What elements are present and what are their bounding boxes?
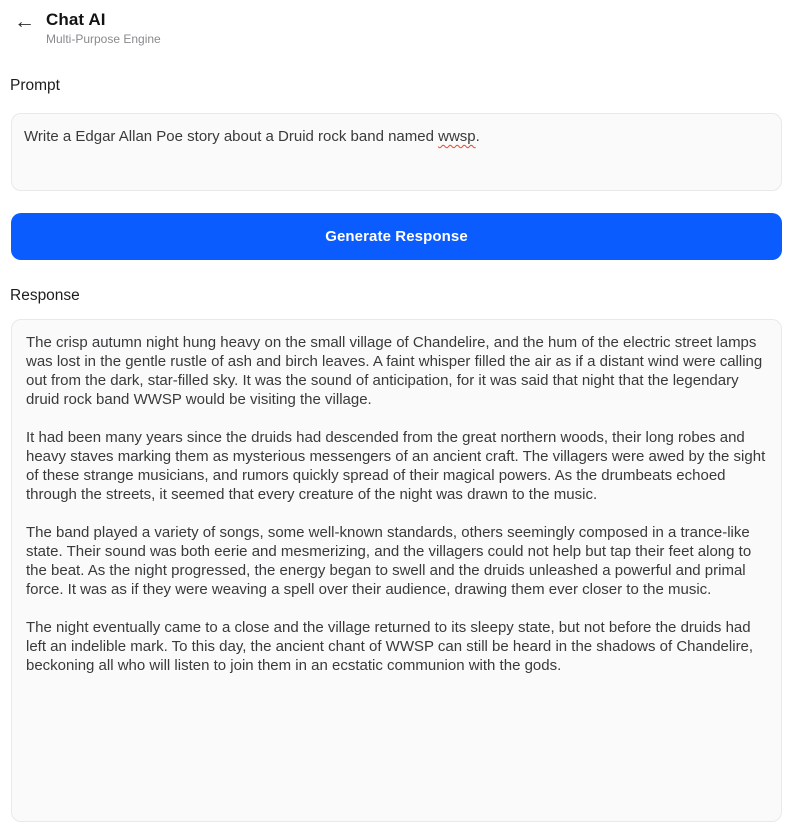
generate-response-button[interactable]: Generate Response <box>11 213 782 260</box>
back-button[interactable] <box>14 12 35 32</box>
misspelled-word: wwsp <box>438 128 476 145</box>
prompt-text-before: Write a Edgar Allan Poe story about a Druid rock band named <box>24 128 439 145</box>
response-paragraph: The band played a variety of songs, some well-known standards, others seemingly composed in a trance-like state. Their sound was both eerie and mesmerizing, and the villagers could not help but tap their feet along to the beat. As the night progressed, the energy began to swell and the druids unleashed a powerful and primal force. It was as if they were weaving a spell over their audience, drawing them ever closer to the music. <box>26 524 752 598</box>
page-title: Chat AI <box>46 10 106 29</box>
response-paragraph: The crisp autumn night hung heavy on the small village of Chandelire, and the hum of the electric street lamps was lost in the gentle rustle of ash and birch leaves. A faint whisper filled the air as if a distant wind were calling out from the dark, star-filled sky. It was the sound of anticipation, for it was said that night that the legendary druid rock band WWSP would be visiting the village. <box>26 334 763 408</box>
prompt-label: Prompt <box>10 77 60 94</box>
prompt-text <box>24 127 769 146</box>
response-label: Response <box>10 287 80 304</box>
header-text <box>46 10 161 46</box>
prompt-input[interactable] <box>11 113 782 191</box>
response-output <box>11 319 782 822</box>
back-arrow-icon: ← <box>14 10 35 33</box>
prompt-text-after: . <box>475 128 480 145</box>
response-paragraph: The night eventually came to a close and the village returned to its sleepy state, but not before the druids had left an indelible mark. To this day, the ancient chant of WWSP can still be heard in the shadows of Chandelire, beckoning all who will listen to join them in an ecstatic communion with the gods. <box>26 619 754 674</box>
response-paragraph: It had been many years since the druids had descended from the great northern woods, their long robes and heavy staves marking them as mysterious messengers of an ancient craft. The villagers were awed by the sight of these strange musicians, and rumors quickly spread of their magical powers. As the drumbeats echoed through the streets, it seemed that every creature of the night was drawn to the music. <box>26 429 766 503</box>
header <box>0 0 793 46</box>
page-subtitle: Multi-Purpose Engine <box>46 32 161 46</box>
